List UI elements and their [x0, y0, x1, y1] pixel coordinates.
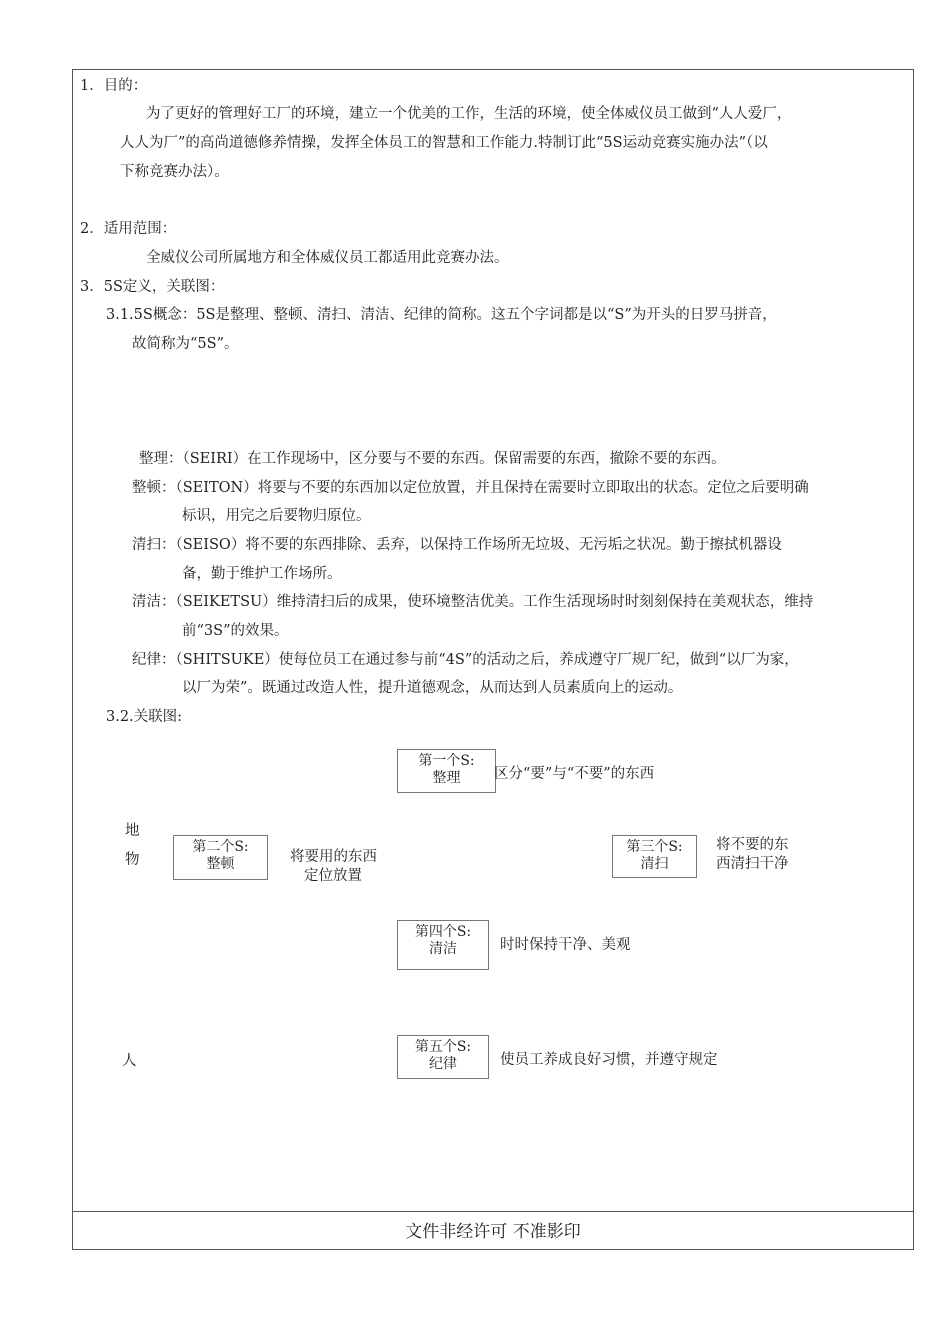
box-shitsuke: [397, 1035, 489, 1079]
footer-notice: 文件非经许可 不准影印: [405, 1222, 581, 1242]
section-3-heading: 3．5S定义，关联图：: [80, 279, 225, 295]
definition-seiso-line-1: 清扫：（SEISO）将不要的东西排除、丢弃，以保持工作场所无垃圾、无污垢之状况。勤于擦拭机器设: [132, 537, 782, 553]
box-seiton-desc-1: 将要用的东西: [290, 849, 377, 865]
section-2-heading: 2．适用范围：: [80, 221, 177, 237]
definition-shitsuke-line-2: 以厂为荣”。既通过改造人性，提升道德观念，从而达到人员素质向上的运动。: [182, 680, 683, 696]
definition-shitsuke-line-1: 纪律：（SHITSUKE）使每位员工在通过参与前“4S”的活动之后，养成遵守厂规厂纪，做到“以厂为家，: [132, 652, 799, 668]
box-seiketsu: [397, 920, 489, 970]
section-1-line-1: 为了更好的管理好工厂的环境，建立一个优美的工作，生活的环境，使全体威仪员工做到“人人爱厂，: [146, 106, 792, 122]
section-3-1-line-1: 3.1.5S概念：5S是整理、整顿、清扫、清洁、纪律的简称。这五个字词都是以“S”为开头的日罗马拼音，: [106, 307, 777, 323]
box-seiso: [612, 835, 697, 878]
box-seiton-title: 第二个S:: [192, 839, 249, 855]
definition-seiri: 整理：（SEIRI）在工作现场中，区分要与不要的东西。保留需要的东西，撤除不要的东西。: [139, 451, 726, 467]
definition-seiketsu-line-1: 清洁：（SEIKETSU）维持清扫后的成果，使环境整洁优美。工作生活现场时时刻刻保持在美观状态，维持: [132, 594, 814, 610]
box-seiri-desc: 区分“要”与“不要”的东西: [494, 766, 655, 782]
section-3-1-line-2: 故简称为“5S”。: [132, 336, 239, 352]
box-seiketsu-name: 清洁: [429, 941, 457, 957]
definition-seiton-line-1: 整顿：（SEITON）将要与不要的东西加以定位放置，并且保持在需要时立即取出的状态。定位之后要明确: [132, 480, 809, 496]
side-label-di: 地: [125, 823, 140, 839]
definition-seiso-line-2: 备，勤于维护工作场所。: [182, 566, 342, 582]
section-1-line-2: 人人为厂”的高尚道德修养情操，发挥全体员工的智慧和工作能力.特制订此“5S运动竞赛实施办法”（以: [120, 135, 768, 151]
box-seiso-desc-2: 西清扫干净: [716, 856, 789, 872]
box-seiketsu-title: 第四个S:: [414, 924, 472, 940]
box-seiso-title: 第三个S:: [626, 839, 683, 855]
section-1-line-3: 下称竞赛办法）。: [120, 164, 229, 180]
box-seiri-title: 第一个S:: [418, 753, 475, 769]
box-seiton-name: 整顿: [206, 856, 235, 872]
footer-divider: [73, 1211, 913, 1212]
side-label-ren: 人: [122, 1053, 137, 1069]
section-2-line-1: 全威仪公司所属地方和全体威仪员工都适用此竞赛办法。: [146, 250, 509, 266]
box-seiri-name: 整理: [432, 770, 461, 786]
box-seiketsu-desc: 时时保持干净、美观: [500, 937, 631, 953]
box-seiton-desc-2: 定位放置: [304, 868, 362, 884]
section-1-heading: 1．目的：: [80, 78, 148, 94]
definition-seiketsu-line-2: 前“3S”的效果。: [182, 623, 289, 639]
box-seiso-desc-1: 将不要的东: [716, 837, 789, 853]
box-shitsuke-name: 纪律: [429, 1056, 457, 1072]
definition-seiton-line-2: 标识，用完之后要物归原位。: [182, 508, 371, 524]
box-seiton: [173, 835, 268, 880]
box-shitsuke-desc: 使员工养成良好习惯，并遵守规定: [500, 1052, 718, 1068]
box-shitsuke-title: 第五个S:: [414, 1039, 472, 1055]
box-seiri: [397, 749, 496, 793]
box-seiso-name: 清扫: [640, 856, 669, 872]
side-label-wu: 物: [125, 852, 140, 868]
section-3-2-heading: 3.2.关联图:: [106, 709, 183, 725]
